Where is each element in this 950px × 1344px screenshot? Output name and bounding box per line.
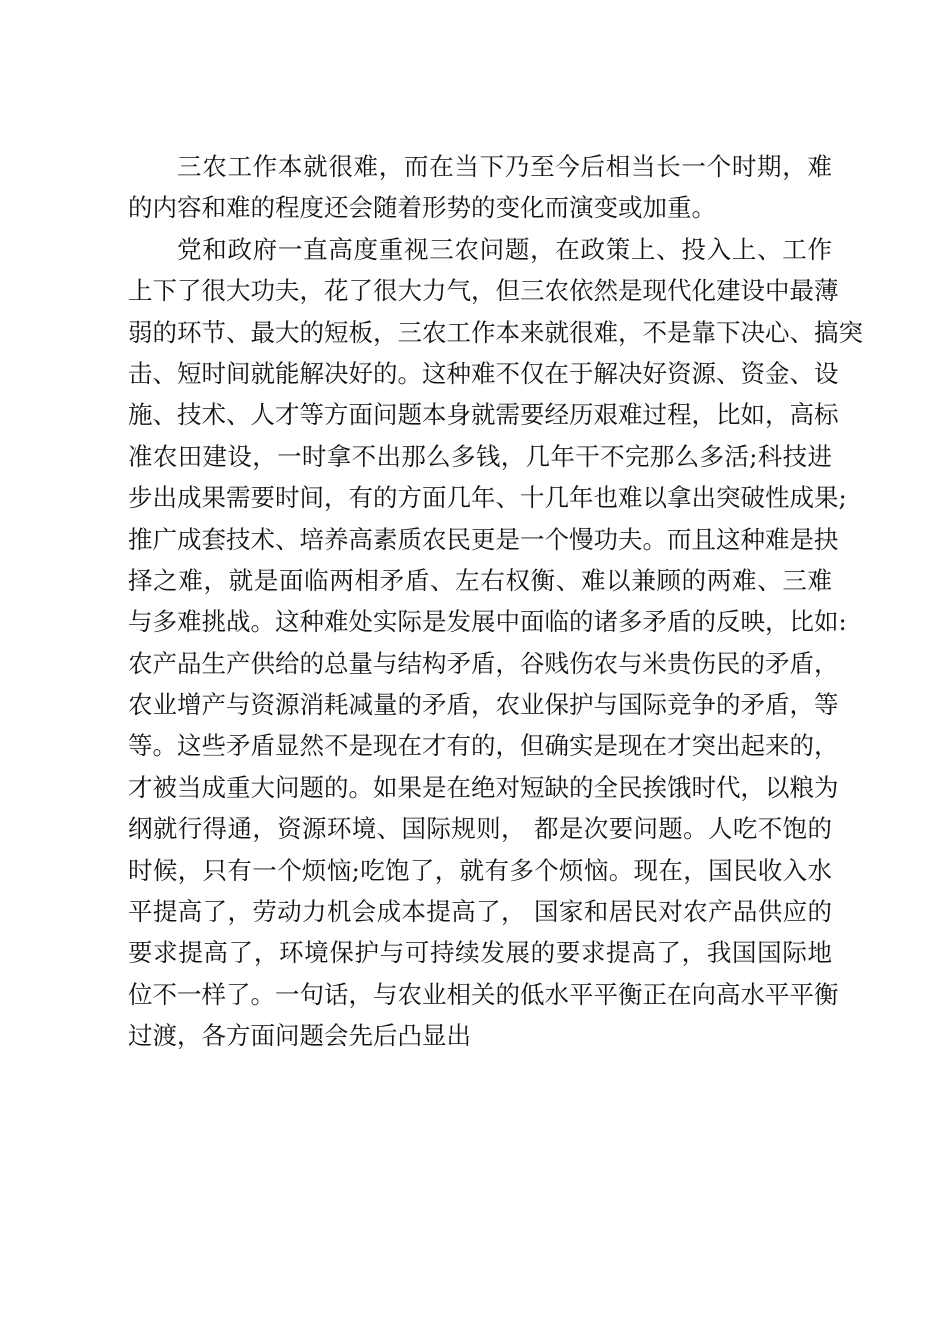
text-line: 择之难，就是面临两相矛盾、左右权衡、难以兼顾的两难、三难 [128, 565, 832, 595]
text-line: 准农田建设，一时拿不出那么多钱，几年干不完那么多活;科技进 [128, 441, 832, 471]
text-line: 过渡，各方面问题会先后凸显出 [128, 1021, 471, 1051]
text-line: 击、短时间就能解决好的。这种难不仅在于解决好资源、资金、设 [128, 358, 839, 388]
paragraph-2 [128, 229, 863, 1057]
text-line: 时候，只有一个烦恼;吃饱了，就有多个烦恼。现在，国民收入水 [128, 855, 832, 885]
text-line: 弱的环节、最大的短板，三农工作本来就很难，不是靠下决心、搞突 [128, 317, 863, 347]
text-line: 等。这些矛盾显然不是现在才有的，但确实是现在才突出起来的， [128, 731, 839, 761]
document-page [128, 146, 863, 1057]
text-line: 的内容和难的程度还会随着形势的变化而演变或加重。 [128, 193, 716, 223]
text-line: 施、技术、人才等方面问题本身就需要经历艰难过程，比如，高标 [128, 400, 839, 430]
text-line: 纲就行得通，资源环境、国际规则， 都是次要问题。人吃不饱的 [128, 814, 832, 844]
text-line: 农业增产与资源消耗减量的矛盾，农业保护与国际竞争的矛盾，等 [128, 690, 839, 720]
text-line: 才被当成重大问题的。如果是在绝对短缺的全民挨饿时代，以粮为 [128, 772, 839, 802]
text-line: 党和政府一直高度重视三农问题，在政策上、投入上、工作 [177, 234, 832, 264]
text-line: 三农工作本就很难，而在当下乃至今后相当长一个时期，难 [177, 152, 832, 181]
text-line: 步出成果需要时间，有的方面几年、十几年也难以拿出突破性成果; [128, 483, 847, 513]
text-line: 推广成套技术、培养高素质农民更是一个慢功夫。而且这种难是抉 [128, 524, 839, 554]
text-line: 农产品生产供给的总量与结构矛盾，谷贱伤农与米贵伤民的矛盾， [128, 648, 839, 678]
text-line: 平提高了，劳动力机会成本提高了， 国家和居民对农产品供应的 [128, 897, 832, 927]
text-line: 位不一样了。一句话，与农业相关的低水平平衡正在向高水平平衡 [128, 979, 839, 1009]
text-line: 要求提高了，环境保护与可持续发展的要求提高了，我国国际地 [128, 938, 832, 968]
text-line: 与多难挑战。这种难处实际是发展中面临的诸多矛盾的反映，比如: [128, 607, 847, 637]
text-line: 上下了很大功夫，花了很大力气，但三农依然是现代化建设中最薄 [128, 276, 839, 306]
paragraph-1 [128, 146, 832, 229]
